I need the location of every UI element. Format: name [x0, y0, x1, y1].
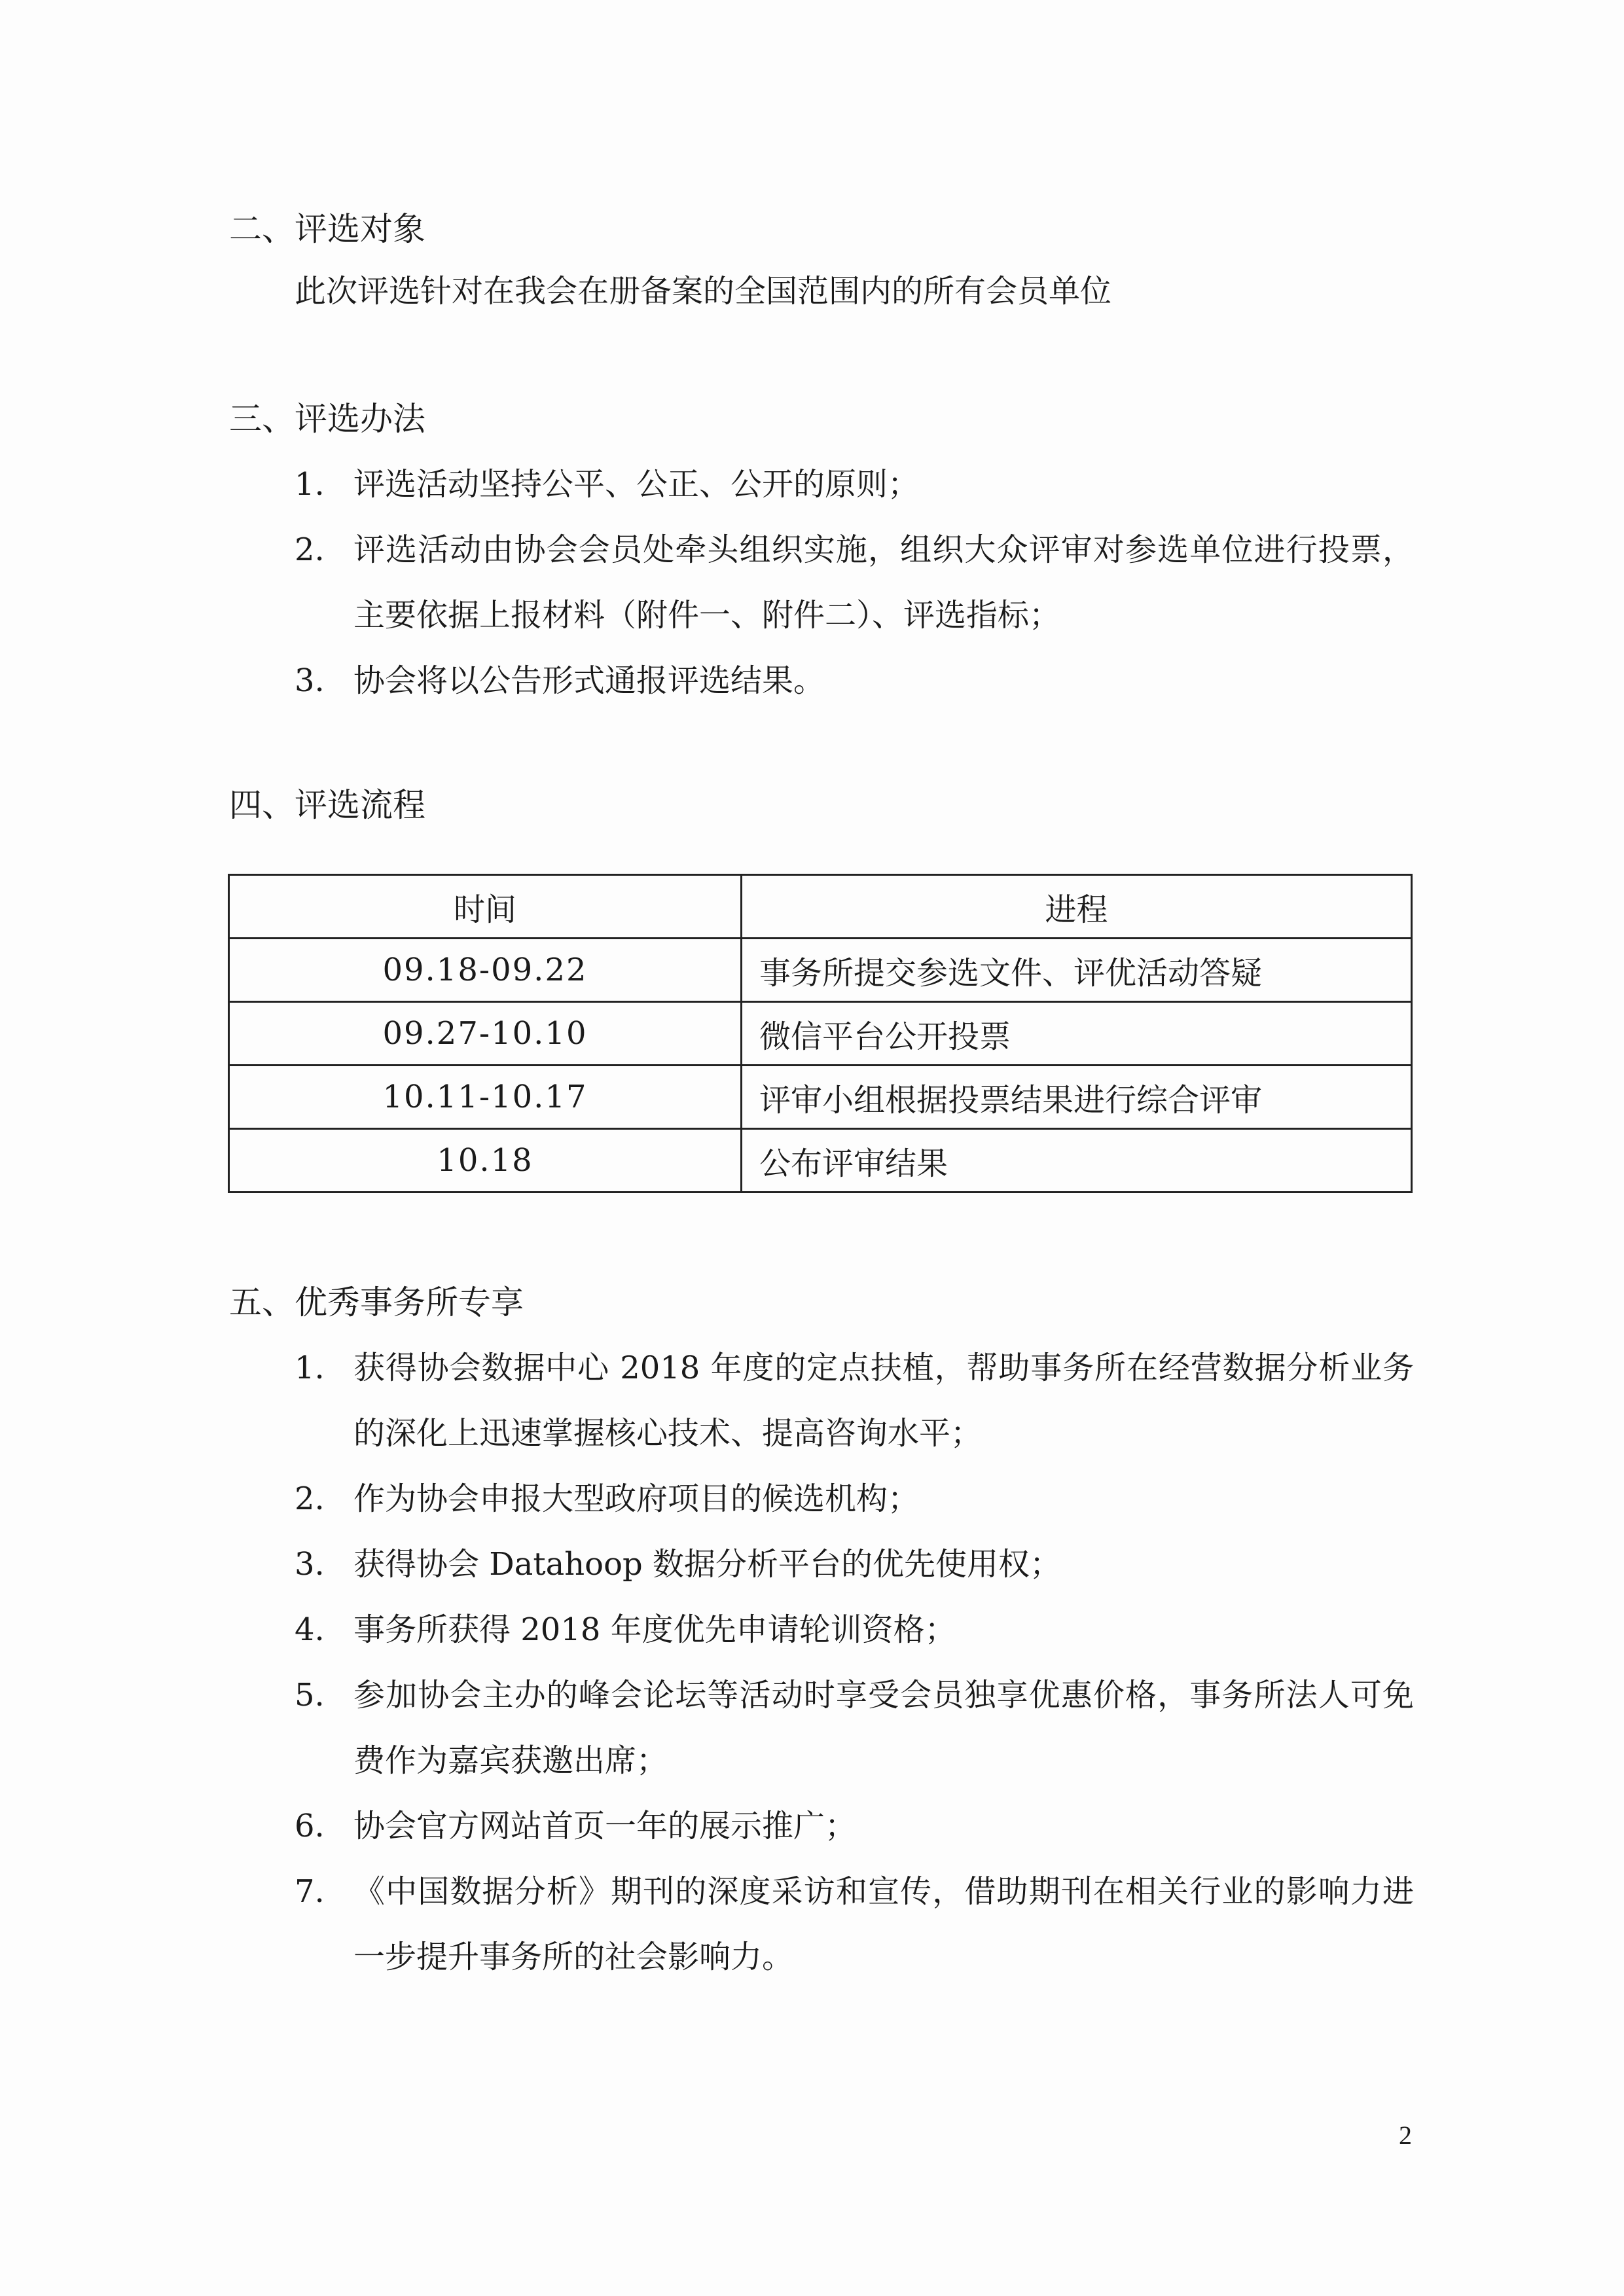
- table-header-row: [229, 875, 1412, 939]
- list-number: 1.: [295, 1350, 325, 1386]
- table-cell-time: 09.27-10.10: [229, 1002, 742, 1066]
- list-number: 5.: [295, 1677, 325, 1713]
- table-cell-process: 事务所提交参选文件、评优活动答疑: [742, 939, 1412, 1002]
- list-number: 3.: [295, 662, 325, 699]
- list-text: 评选活动由协会会员处牵头组织实施，组织大众评审对参选单位进行投票，主要依据上报材料（附件一、附件二）、评选指标；: [353, 531, 1414, 634]
- list-number: 6.: [295, 1808, 325, 1844]
- table-cell-process: 评审小组根据投票结果进行综合评审: [742, 1066, 1412, 1129]
- list-text: 协会将以公告形式通报评选结果。: [353, 662, 825, 699]
- list-number: 4.: [295, 1611, 325, 1648]
- schedule-table: [228, 874, 1413, 1193]
- table-cell-time: 10.11-10.17: [229, 1066, 742, 1129]
- table-cell-time: 10.18: [229, 1129, 742, 1193]
- list-text: 协会官方网站首页一年的展示推广；: [353, 1808, 857, 1844]
- section-heading-evaluation-method: 三、评选办法: [229, 400, 425, 438]
- section-heading-evaluation-target: 二、评选对象: [229, 210, 425, 248]
- table-cell-process: 公布评审结果: [742, 1129, 1412, 1193]
- page-number: 2: [1399, 2121, 1412, 2150]
- list-number: 7.: [295, 1873, 325, 1910]
- section-text-evaluation-target: 此次评选针对在我会在册备案的全国范围内的所有会员单位: [295, 273, 1112, 310]
- list-text: 获得协会 Datahoop 数据分析平台的优先使用权；: [353, 1546, 1061, 1583]
- table-row: [229, 1002, 1412, 1066]
- section-heading-evaluation-process: 四、评选流程: [229, 786, 425, 824]
- table-cell-process: 微信平台公开投票: [742, 1002, 1412, 1066]
- list-number: 2.: [295, 531, 325, 568]
- list-text: 作为协会申报大型政府项目的候选机构；: [353, 1480, 920, 1517]
- list-text: 评选活动坚持公平、公正、公开的原则；: [353, 466, 920, 503]
- list-number: 1.: [295, 466, 325, 503]
- table-row: [229, 939, 1412, 1002]
- list-number: 2.: [295, 1480, 325, 1517]
- list-text: 获得协会数据中心 2018 年度的定点扶植，帮助事务所在经营数据分析业务的深化上迅速掌握核心技术、提高咨询水平；: [353, 1350, 1414, 1452]
- list-text: 参加协会主办的峰会论坛等活动时享受会员独享优惠价格，事务所法人可免费作为嘉宾获邀出席；: [353, 1677, 1414, 1779]
- table-cell-time: 09.18-09.22: [229, 939, 742, 1002]
- list-text: 事务所获得 2018 年度优先申请轮训资格；: [353, 1611, 956, 1648]
- column-header-process: 进程: [742, 875, 1412, 939]
- table-row: [229, 1129, 1412, 1193]
- list-text: 《中国数据分析》期刊的深度采访和宣传，借助期刊在相关行业的影响力进一步提升事务所的社会影响力。: [353, 1873, 1414, 1975]
- section-heading-benefits: 五、优秀事务所专享: [229, 1283, 524, 1321]
- list-number: 3.: [295, 1546, 325, 1583]
- column-header-time: 时间: [229, 875, 742, 939]
- table-row: [229, 1066, 1412, 1129]
